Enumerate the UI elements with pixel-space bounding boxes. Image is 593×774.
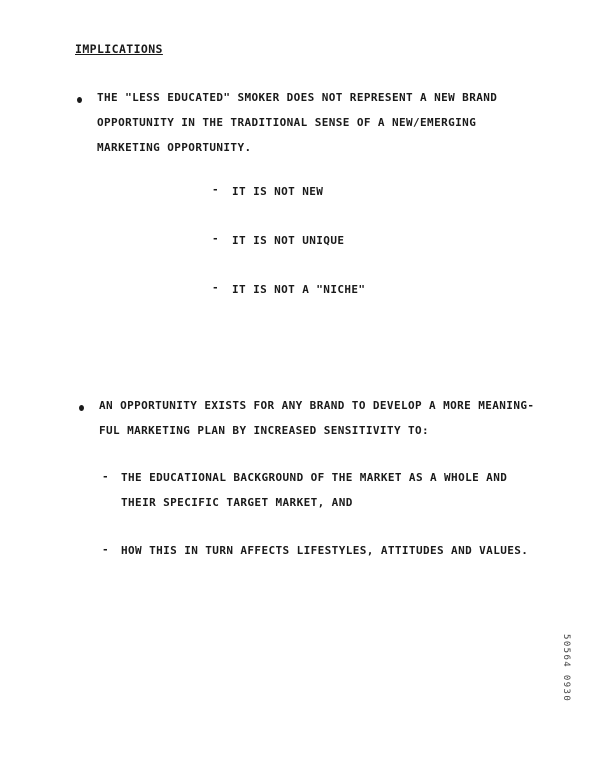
point2-line-1: AN OPPORTUNITY EXISTS FOR ANY BRAND TO DEVELOP A MORE MEANING- xyxy=(99,399,535,412)
bullet-icon xyxy=(77,97,82,103)
dash-icon: - xyxy=(212,183,219,196)
point1-subpoint-1: IT IS NOT NEW xyxy=(232,185,324,198)
dash-icon: - xyxy=(102,543,109,556)
page-title: IMPLICATIONS xyxy=(75,42,163,56)
document-code: 50564 0930 xyxy=(561,634,571,703)
point2-subpoint-1-line-2: THEIR SPECIFIC TARGET MARKET, AND xyxy=(121,496,353,509)
point1-line-1: THE "LESS EDUCATED" SMOKER DOES NOT REPRESENT A NEW BRAND xyxy=(97,91,498,104)
dash-icon: - xyxy=(212,281,219,294)
point1-subpoint-3: IT IS NOT A "NICHE" xyxy=(232,283,366,296)
dash-icon: - xyxy=(102,470,109,483)
point1-subpoint-2: IT IS NOT UNIQUE xyxy=(232,234,345,247)
point2-subpoint-1-line-1: THE EDUCATIONAL BACKGROUND OF THE MARKET AS A WHOLE AND xyxy=(121,471,508,484)
dash-icon: - xyxy=(212,232,219,245)
point2-subpoint-2-line-1: HOW THIS IN TURN AFFECTS LIFESTYLES, ATTITUDES AND VALUES. xyxy=(121,544,529,557)
bullet-icon xyxy=(79,405,84,411)
point1-line-2: OPPORTUNITY IN THE TRADITIONAL SENSE OF A NEW/EMERGING xyxy=(97,116,477,129)
point2-line-2: FUL MARKETING PLAN BY INCREASED SENSITIVITY TO: xyxy=(99,424,430,437)
point1-line-3: MARKETING OPPORTUNITY. xyxy=(97,141,252,154)
